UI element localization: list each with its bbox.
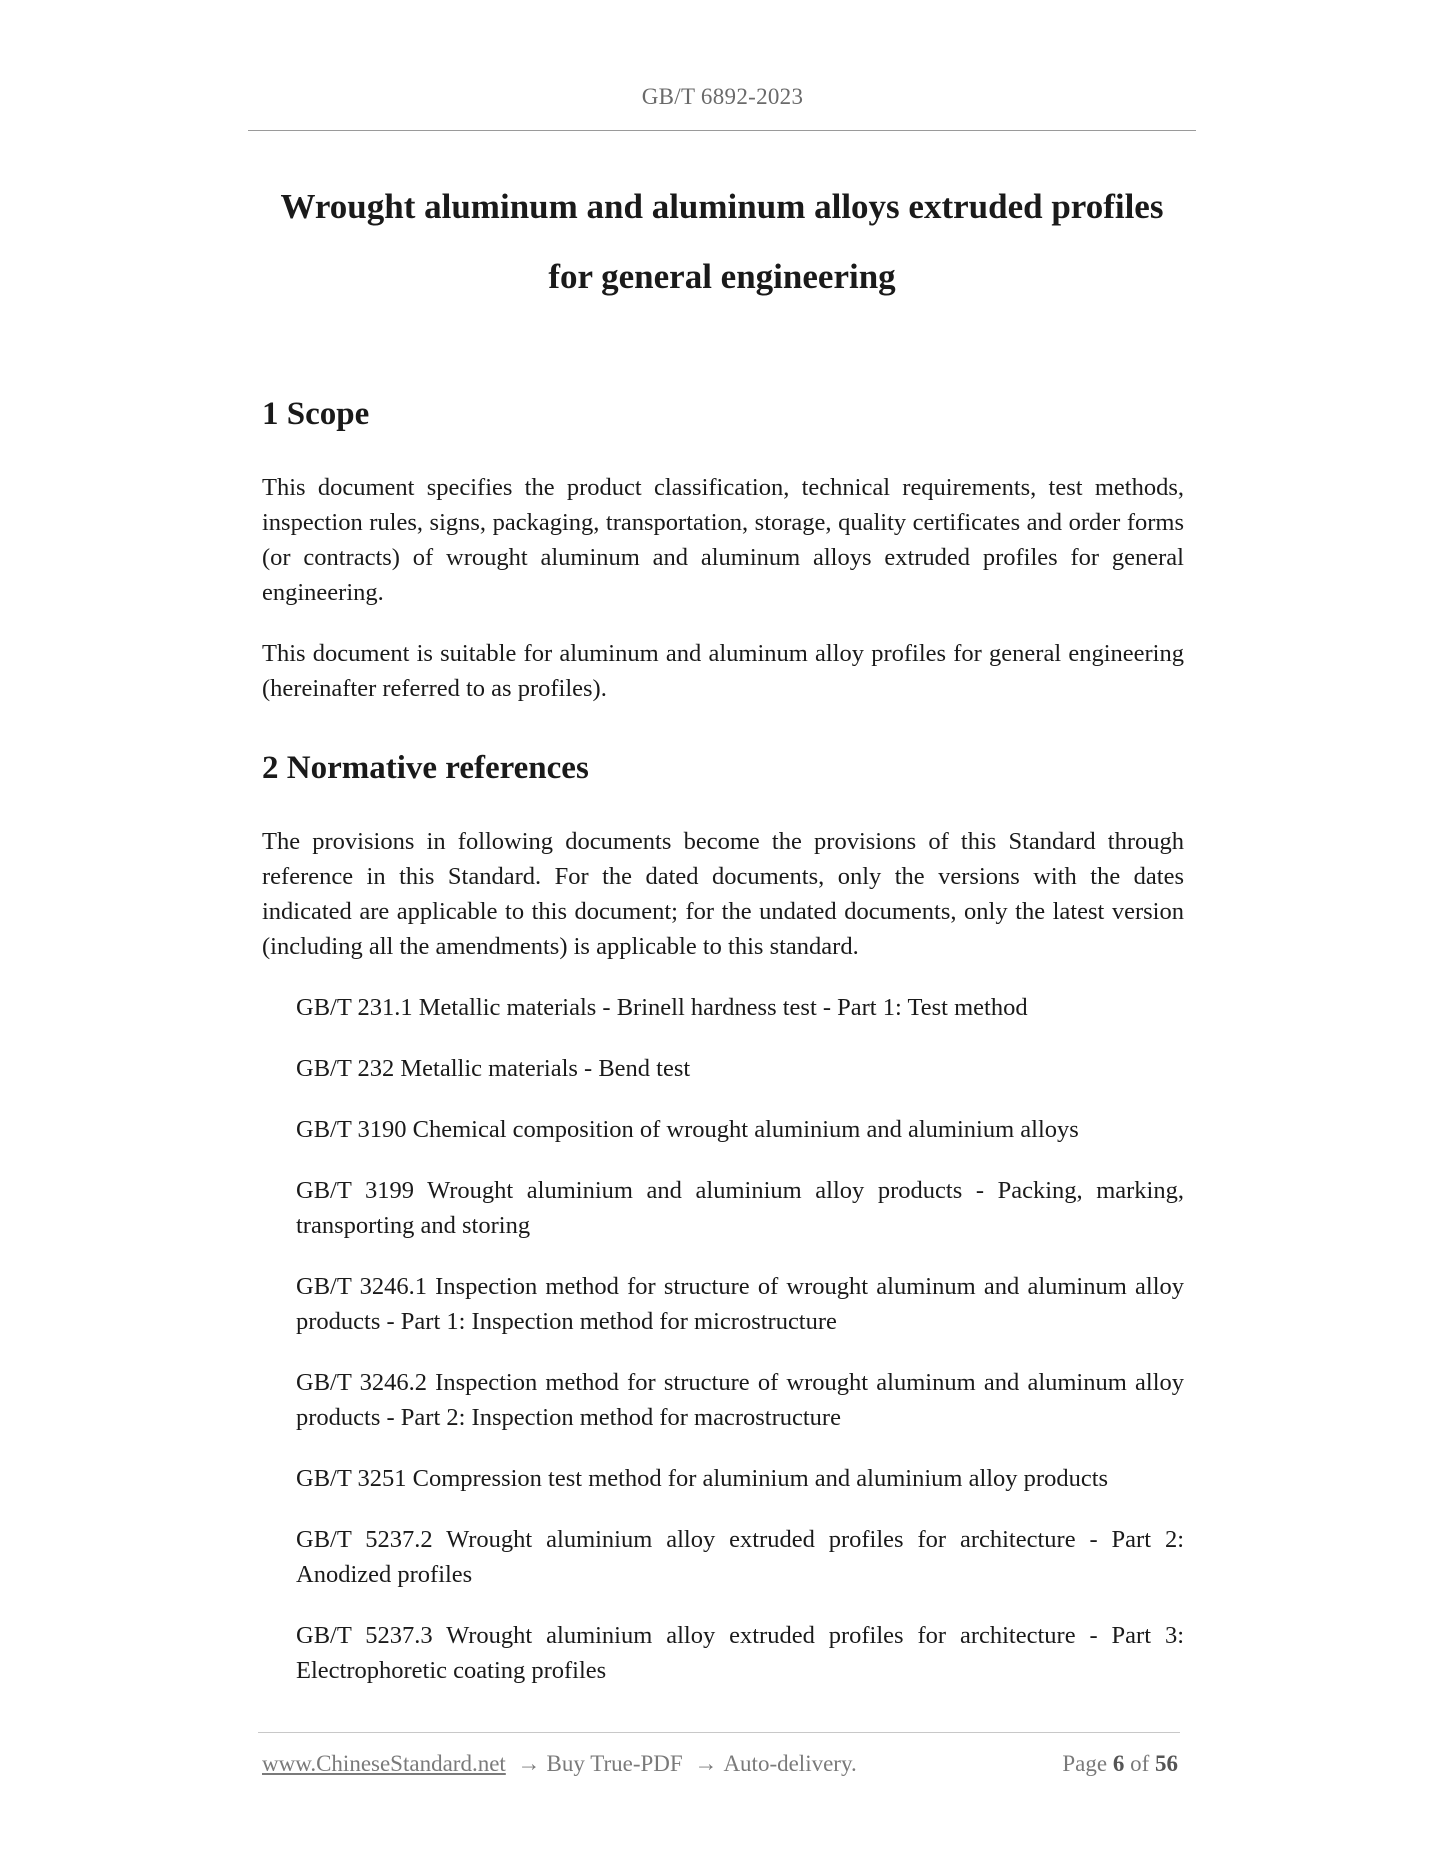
normative-intro-paragraph: The provisions in following documents become the provisions of this Standard through reference in this Standard. For the dated documents, only the versions with the dates indicated are applicable to this document; for the undated documents, only the latest version (including all the amendments) is applicable to this standard. [262,828,1184,960]
page-label: Page [1062,1751,1108,1776]
buy-pdf-text: Buy True-PDF [546,1751,683,1776]
reference-item: GB/T 3251 Compression test method for aluminium and aluminium alloy products [296,1465,1109,1492]
reference-item: GB/T 3246.1 Inspection method for structure of wrought aluminum and aluminum alloy products - Part 1: Inspection method for microstructure [296,1273,1184,1335]
page-total: 56 [1155,1751,1178,1776]
document-title [248,172,1196,312]
section-scope [262,394,1184,706]
page-of-label: of [1130,1751,1150,1776]
page-number [1062,1751,1178,1777]
reference-item: GB/T 5237.3 Wrought aluminium alloy extruded profiles for architecture - Part 3: Electrophoretic coating profiles [296,1622,1184,1684]
footer-promo [262,1751,857,1777]
scope-paragraph-1: This document specifies the product classification, technical requirements, test methods, inspection rules, signs, packaging, transportation, storage, quality certificates and order forms (or contracts) of wrought aluminum and aluminum alloys extruded profiles for general engineering. [262,474,1184,606]
page-current: 6 [1112,1751,1125,1776]
reference-item: GB/T 3199 Wrought aluminium and aluminium alloy products - Packing, marking, transporting and storing [296,1177,1184,1239]
running-header: GB/T 6892-2023 [641,84,804,109]
arrow-right-icon: → [517,1751,541,1776]
section-normative-references [262,748,1184,1688]
page-footer [262,1751,1178,1777]
reference-list [262,990,1184,1688]
arrow-right-icon: → [694,1751,718,1776]
reference-item: GB/T 5237.2 Wrought aluminium alloy extruded profiles for architecture - Part 2: Anodized profiles [296,1526,1184,1588]
auto-delivery-text: Auto-delivery. [723,1751,857,1776]
document-title-line-2: for general engineering [548,257,896,296]
footer-divider [258,1732,1180,1733]
header-divider [248,130,1196,131]
document-title-line-1: Wrought aluminum and aluminum alloys extruded profiles [280,187,1164,226]
document-body [262,394,1184,1714]
section-heading-scope: 1 Scope [262,396,370,432]
reference-item: GB/T 232 Metallic materials - Bend test [296,1055,691,1082]
section-heading-normative-references: 2 Normative references [262,750,589,786]
scope-paragraph-2: This document is suitable for aluminum and aluminum alloy profiles for general engineering (hereinafter referred to as profiles). [262,640,1184,702]
reference-item: GB/T 3246.2 Inspection method for structure of wrought aluminum and aluminum alloy products - Part 2: Inspection method for macrostructure [296,1369,1184,1431]
reference-item: GB/T 231.1 Metallic materials - Brinell hardness test - Part 1: Test method [296,994,1028,1021]
site-link[interactable]: www.ChineseStandard.net [262,1751,506,1776]
reference-item: GB/T 3190 Chemical composition of wrought aluminium and aluminium alloys [296,1116,1079,1143]
